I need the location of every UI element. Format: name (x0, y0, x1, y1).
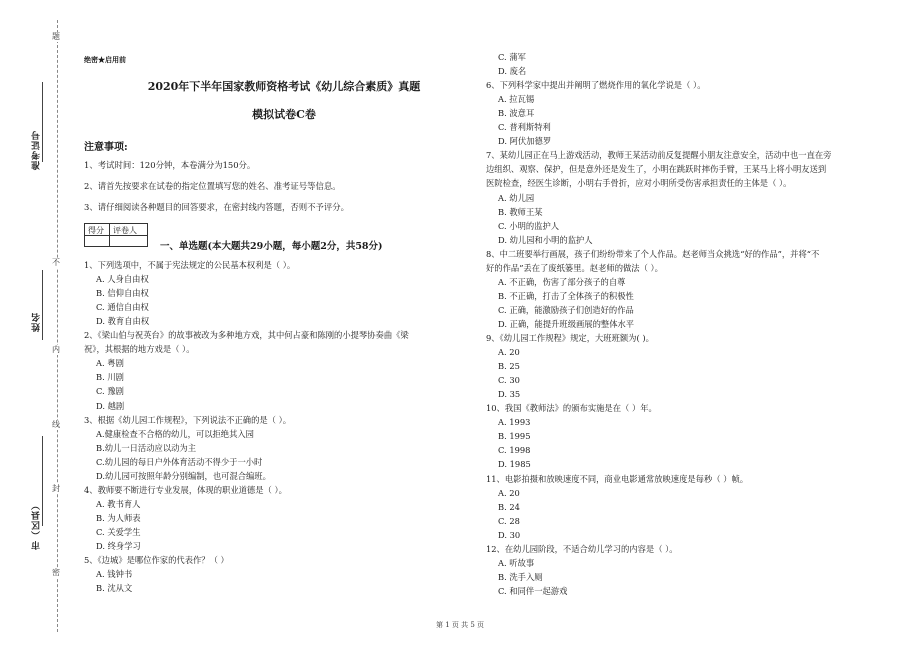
answer-option: B. 不正确，打击了全体孩子的积极性 (498, 290, 634, 301)
answer-option: C. 小明的监护人 (498, 220, 560, 231)
answer-option: D. 1985 (498, 459, 531, 470)
margin-mark: 线 (52, 420, 60, 429)
question-text: 11、电影拍摄和放映速度不同，商业电影通常放映速度是每秒（ ）帧。 (486, 473, 749, 484)
answer-option: A. 粤剧 (96, 358, 124, 369)
answer-option: D. 35 (498, 389, 521, 400)
answer-option: D.幼儿园可按照年龄分别编制，也可混合编班。 (96, 470, 271, 481)
notice-heading: 注意事项: (84, 142, 128, 153)
question-text: 祝》，其根据的地方戏是（ ）。 (84, 344, 195, 355)
answer-option: A. 20 (498, 487, 520, 498)
answer-option: B. 24 (498, 501, 520, 512)
question-text: 10、我国《教师法》的颁布实施是在（ ）年。 (486, 403, 657, 414)
question-text: 5、《边城》是哪位作家的代表作？（ ） (84, 555, 229, 566)
answer-option: B. 洗手入厕 (498, 571, 543, 582)
margin-mark: 不 (52, 258, 60, 267)
answer-option: B. 1995 (498, 431, 531, 442)
question-text: 3、根据《幼儿园工作规程》，下列说法不正确的是（ ）。 (84, 414, 292, 425)
answer-option: C. 关爱学生 (96, 526, 141, 537)
answer-option: B. 25 (498, 361, 520, 372)
answer-option: D. 越剧 (96, 400, 125, 411)
answer-option: D. 阿伏加德罗 (498, 136, 552, 147)
answer-option: A. 听故事 (498, 557, 535, 568)
answer-option: B. 波意耳 (498, 108, 535, 119)
question-text: 好的作品”丢在了废纸篓里。赵老师的做法（ ）。 (486, 262, 663, 273)
notice-item: 1、考试时间：120分钟，本卷满分为150分。 (84, 160, 256, 170)
page-title: 2020年下半年国家教师资格考试《幼儿综合素质》真题 (147, 80, 421, 93)
answer-option: C. 30 (498, 375, 520, 386)
score-box (84, 223, 148, 247)
answer-option: A. 幼儿园 (498, 192, 535, 203)
section-heading: 一、单选题(本大题共29小题，每小题2分，共58分) (160, 241, 383, 252)
answer-option: D. 正确，能提升班级画展的整体水平 (498, 318, 635, 329)
question-text: 8、中二班要举行画展，孩子们纷纷带来了个人作品。赵老师当众挑选“好的作品”，并将“不 (486, 248, 820, 259)
score-label: 得分 (88, 226, 104, 235)
answer-option: B. 信仰自由权 (96, 288, 149, 299)
exam-number-field[interactable] (42, 82, 43, 162)
exam-number-label: 准考证号 (32, 130, 42, 170)
answer-option: D. 30 (498, 529, 521, 540)
answer-option: D. 废名 (498, 66, 527, 77)
answer-option: A. 拉瓦锡 (498, 94, 535, 105)
notice-item: 2、请首先按要求在试卷的指定位置填写您的姓名、准考证号等信息。 (84, 181, 341, 191)
answer-option: A.健康检查不合格的幼儿，可以拒绝其入园 (96, 428, 254, 439)
name-field[interactable] (42, 270, 43, 340)
answer-option: A. 钱钟书 (96, 569, 133, 580)
question-text: 1、下列选项中，不属于宪法规定的公民基本权利是（ ）。 (84, 260, 296, 270)
answer-option: C. 和同伴一起游戏 (498, 585, 568, 596)
seal-dashed-line (57, 20, 58, 632)
margin-mark: 封 (52, 484, 60, 493)
question-text: 12、在幼儿园阶段，不适合幼儿学习的内容是（ ）。 (486, 543, 678, 554)
margin-mark: 内 (52, 345, 60, 354)
notice-item: 3、请仔细阅读各种题目的回答要求，在密封线内答题，否则不予评分。 (84, 202, 349, 212)
answer-option: B. 教师王某 (498, 206, 543, 217)
answer-option: B. 为人师表 (96, 512, 141, 523)
answer-option: C. 豫剧 (96, 386, 124, 397)
grader-label: 评卷人 (113, 226, 137, 235)
answer-option: A. 人身自由权 (96, 274, 149, 285)
city-field[interactable] (42, 436, 43, 526)
city-label: 市（区县） (32, 500, 42, 550)
binding-margin (0, 0, 80, 650)
question-text: 2、《梁山伯与祝英台》的故事被改为多种地方戏，其中何占豪和陈刚的小提琴协奏曲《梁 (84, 330, 409, 341)
answer-option: A. 教书育人 (96, 498, 141, 509)
answer-option: D. 教育自由权 (96, 316, 150, 327)
answer-option: C. 1998 (498, 445, 531, 456)
page-subtitle: 模拟试卷C卷 (252, 108, 316, 121)
answer-option: A. 20 (498, 347, 520, 358)
answer-option: B. 川剧 (96, 372, 124, 383)
answer-option: C. 28 (498, 515, 520, 526)
question-text: 9、《幼儿园工作规程》规定，大班班额为( )。 (486, 333, 654, 343)
question-text: 7、某幼儿园正在马上游戏活动，教师王某活动前反复提醒小朋友注意安全，活动中也一直在旁 (486, 150, 832, 161)
answer-option: B.幼儿一日活动应以动为主 (96, 442, 197, 453)
answer-option: C.幼儿园的每日户外体育活动不得少于一小时 (96, 456, 263, 467)
answer-option: C. 正确，能激励孩子们创造好的作品 (498, 304, 634, 315)
margin-mark: 题 (52, 32, 60, 41)
page-footer: 第 1 页 共 5 页 (435, 621, 485, 629)
answer-option: D. 幼儿园和小明的监护人 (498, 234, 593, 245)
answer-option: B. 沈从文 (96, 583, 133, 594)
answer-option: D. 终身学习 (96, 541, 141, 551)
answer-option: C. 通信自由权 (96, 302, 149, 313)
question-text: 边组织、观察、保护，但是意外还是发生了，小明在跳跃时摔伤手臂，王某马上将小明友送到 (486, 164, 827, 175)
question-text: 医院检查，经医生诊断，小明右手骨折，应对小明所受伤害承担责任的主体是（ ）。 (486, 178, 792, 189)
answer-option: A. 1993 (498, 417, 531, 428)
answer-option: C. 蒲军 (498, 52, 526, 62)
answer-option: C. 普利斯特利 (498, 122, 551, 133)
question-text: 4、教师要不断进行专业发展，体现的职业道德是（ ）。 (84, 484, 287, 495)
margin-mark: 密 (52, 568, 60, 577)
name-label: 姓名 (32, 312, 42, 332)
answer-option: A. 不正确，伤害了部分孩子的自尊 (498, 276, 626, 287)
secret-label: 绝密★启用前 (84, 55, 126, 64)
question-text: 6、下列科学家中提出并阐明了燃烧作用的氧化学说是（ ）。 (486, 80, 706, 91)
